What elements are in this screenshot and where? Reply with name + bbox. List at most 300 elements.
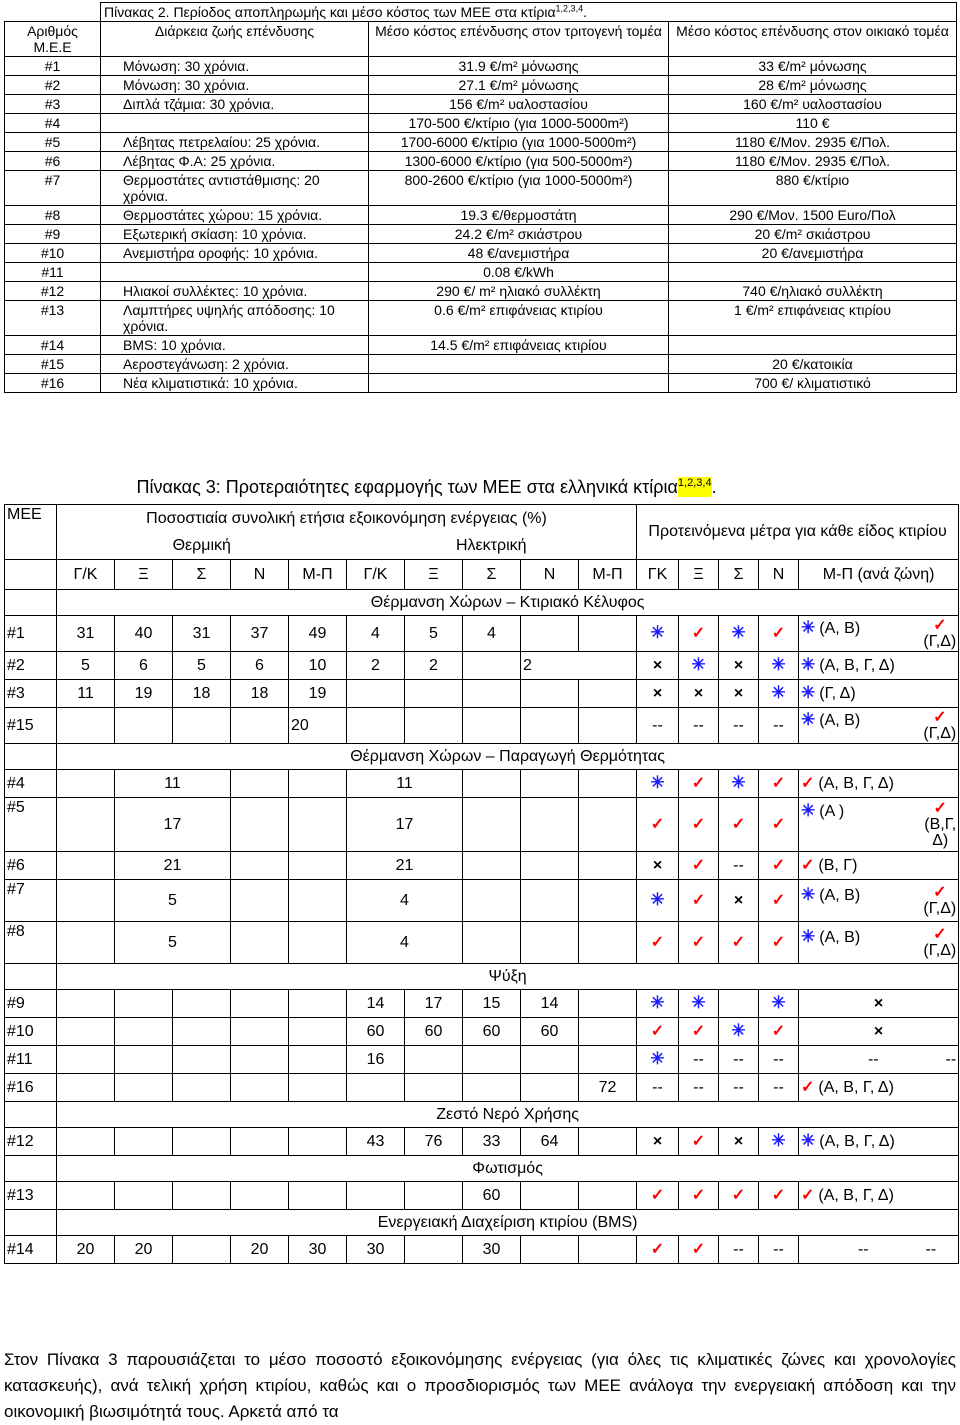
empty-cell [115, 1074, 173, 1102]
asterisk-icon: ✳ [650, 890, 665, 909]
value-cell: 31 [57, 616, 115, 652]
tertiary-cell: 1700-6000 €/κτίριο (για 1000-5000m²) [369, 133, 669, 152]
tertiary-cell: 19.3 €/θερμοστάτη [369, 206, 669, 225]
check-icon: ✓ [650, 1186, 665, 1204]
asterisk-icon: ✳ [771, 655, 786, 674]
symbol-cell [719, 652, 759, 680]
asterisk-icon: ✳ [731, 1021, 746, 1040]
check-icon: ✓ [731, 1186, 746, 1204]
table-2-caption-sup: 1,2,3,4 [555, 3, 584, 14]
home-cell: 33 €/m² μόνωσης [669, 57, 957, 76]
tertiary-cell: 290 €/ m² ηλιακό συλλέκτη [369, 282, 669, 301]
empty-cell [579, 770, 637, 798]
value-cell: 43 [347, 1128, 405, 1156]
check-icon: ✓ [691, 891, 706, 909]
value-cell: 4 [347, 616, 405, 652]
tertiary-cell: 800-2600 €/κτίριο (για 1000-5000m²) [369, 171, 669, 206]
asterisk-icon: ✳ [801, 683, 816, 702]
empty-cell [289, 880, 347, 922]
value-cell: 5 [115, 880, 231, 922]
row-id: #15 [5, 708, 57, 744]
empty-cell [173, 990, 231, 1018]
dash-cell: -- [679, 1074, 719, 1102]
cross-icon: × [652, 684, 663, 702]
empty-cell [463, 1074, 521, 1102]
zone-col-header: Ξ [679, 560, 719, 590]
value-cell: 14 [347, 990, 405, 1018]
empty-cell [57, 1018, 115, 1046]
empty-cell [57, 1128, 115, 1156]
life-cell [101, 114, 369, 133]
empty-cell [115, 708, 173, 744]
tertiary-cell: 156 €/m² υαλοστασίου [369, 95, 669, 114]
life-cell: BMS: 10 χρόνια. [101, 336, 369, 355]
dash-cell [799, 1236, 959, 1264]
symbol-cell [637, 880, 679, 922]
measure-zone-text: (Γ,Δ) [923, 899, 957, 917]
table-row [5, 263, 957, 282]
section-title: Ενεργειακή Διαχείριση κτιρίου (BMS) [57, 1210, 959, 1236]
row-id: #8 [5, 206, 101, 225]
empty-cell [521, 1236, 579, 1264]
dash-cell: -- [719, 852, 759, 880]
table-2-caption-row [5, 3, 957, 22]
table-2-body [5, 57, 957, 393]
symbol-cell [759, 1182, 799, 1210]
table-row [5, 922, 959, 964]
empty-cell [289, 990, 347, 1018]
empty-cell [289, 922, 347, 964]
tertiary-cell: 48 €/ανεμιστήρα [369, 244, 669, 263]
value-cell: 15 [463, 990, 521, 1018]
dash: -- [925, 1240, 937, 1258]
dash-cell: -- [759, 1074, 799, 1102]
symbol-cell [719, 990, 759, 1018]
table-row [5, 652, 959, 680]
table-row [5, 1236, 959, 1264]
table-row [5, 852, 959, 880]
empty-cell [405, 708, 463, 744]
measure-zone-text: (Γ,Δ) [923, 632, 957, 650]
row-id: #2 [5, 652, 57, 680]
empty-cell [173, 708, 231, 744]
cross-icon: × [733, 656, 744, 674]
cross-icon: × [733, 684, 744, 702]
section-title: Ζεστό Νερό Χρήσης [57, 1102, 959, 1128]
electric-header: Ηλεκτρική [347, 533, 637, 560]
row-id: #11 [5, 1046, 57, 1074]
table-2-caption: Πίνακας 2. Περίοδος αποπληρωμής και μέσο κόστος των ΜΕΕ στα κτίρια [104, 4, 556, 20]
check-icon: ✓ [933, 799, 947, 817]
table-row [5, 1156, 959, 1182]
check-icon: ✓ [731, 815, 746, 833]
symbol-cell [679, 1018, 719, 1046]
measure-zone-cell [799, 922, 959, 964]
measure-zone-cell [799, 652, 959, 680]
symbol-cell [719, 798, 759, 852]
header-number: Αριθμός Μ.Ε.Ε [5, 22, 101, 57]
empty-cell [231, 1182, 289, 1210]
row-id: #8 [5, 922, 57, 964]
table-row [5, 708, 959, 744]
row-id: #2 [5, 76, 101, 95]
measure-zone-text: Δ) [932, 831, 949, 849]
table-row [5, 336, 957, 355]
zone-col-header: Ξ [115, 560, 173, 590]
value-cell: 60 [463, 1018, 521, 1046]
check-icon: ✓ [771, 856, 786, 874]
asterisk-icon: ✳ [650, 1049, 665, 1068]
mee-header: ΜΕΕ [5, 505, 57, 560]
zone-col-header: Σ [173, 560, 231, 590]
table-3-caption: Πίνακας 3: Προτεραιότητες εφαρμογής των ΜΕΕ στα ελληνικά κτίρια [136, 477, 678, 497]
check-icon: ✓ [771, 933, 786, 951]
value-cell: 5 [173, 652, 231, 680]
empty-cell [289, 1128, 347, 1156]
symbol-cell [759, 680, 799, 708]
empty-cell [57, 770, 115, 798]
empty-cell [347, 708, 405, 744]
cross-icon: × [652, 656, 663, 674]
life-cell: Νέα κλιματιστικά: 10 χρόνια. [101, 374, 369, 393]
check-icon: ✓ [691, 815, 706, 833]
empty-cell [173, 1236, 231, 1264]
home-cell: 160 €/m² υαλοστασίου [669, 95, 957, 114]
check-icon: ✓ [771, 774, 786, 792]
tertiary-cell: 0.6 €/m² επιφάνειας κτιρίου [369, 301, 669, 336]
empty-cell [463, 852, 521, 880]
empty-cell [521, 922, 579, 964]
table-row [5, 744, 959, 770]
value-cell: 17 [115, 798, 231, 852]
cell [5, 1102, 57, 1128]
row-id: #4 [5, 770, 57, 798]
life-cell: Διπλά τζάμια: 30 χρόνια. [101, 95, 369, 114]
check-icon: ✓ [771, 1186, 786, 1204]
measure-zone-text: (Α, Β, Γ, Δ) [819, 1133, 895, 1150]
symbol-cell [719, 616, 759, 652]
value-cell: 30 [463, 1236, 521, 1264]
value-cell: 64 [521, 1128, 579, 1156]
tertiary-cell: 170-500 €/κτίριο (για 1000-5000m²) [369, 114, 669, 133]
check-icon: ✓ [691, 1132, 706, 1150]
symbol-cell [679, 1182, 719, 1210]
table-row [5, 225, 957, 244]
table-row [5, 798, 959, 852]
empty-cell [579, 1128, 637, 1156]
cell [5, 744, 57, 770]
value-cell: 60 [463, 1182, 521, 1210]
empty-cell [231, 990, 289, 1018]
symbol-cell [679, 680, 719, 708]
home-cell: 1 €/m² επιφάνειας κτιρίου [669, 301, 957, 336]
symbol-cell [799, 1018, 959, 1046]
symbol-cell [719, 922, 759, 964]
check-icon: ✓ [801, 856, 815, 874]
dash-cell: -- [719, 1236, 759, 1264]
life-cell: Λέβητας Φ.Α: 25 χρόνια. [101, 152, 369, 171]
row-id: #13 [5, 1182, 57, 1210]
row-id: #14 [5, 336, 101, 355]
table-3-caption-sup: 1,2,3,4 [677, 477, 712, 489]
empty-cell [579, 680, 637, 708]
life-cell: Λέβητας πετρελαίου: 25 χρόνια. [101, 133, 369, 152]
empty-cell [579, 1046, 637, 1074]
symbol-cell [759, 990, 799, 1018]
table-3: Πίνακας 3: Προτεραιότητες εφαρμογής των ΜΕΕ στα ελληνικά κτίρια$^{1,2,3,4}$. ΜΕΕ Ποσοστιαία συνολική ετήσια εξοικονόμηση ενέργειας (%) Προτεινόμενα μέτρα για κάθε είδος κτιρίου Θερμική Ηλεκτρική Γ/Κ Ξ Σ Ν Μ-Π Γ/Κ Ξ Σ Ν Μ-Π ΓΚ Ξ Σ Ν Μ-Π (ανά ζώνη) Θέρμανση Χώρων – Κτιριακό Κέλυφος #1 31 40 31 37 49 4 5 4 ✳ ✓ ✳ ✓ ✳ (Α, Β) ✓ (Γ,Δ) #2 5 6 5 6 10 2 2 2 × ✳ × ✳ ✳ (Α, Β, Γ, Δ) #3 11 19 18 18 19 × × × ✳ ✳ (Γ, Δ) #15 20 -- -- -- -- ✳ (Α, Β) ✓ (Γ,Δ) Θέρμανση Χώρων – Παραγωγή Θερμότητας #4 11 11 ✳ ✓ ✳ ✓ ✓ (Α, Β, Γ, Δ) #5 17 17 ✓ ✓ ✓ ✓ ✳ (Α ) ✓ (Β,Γ, Δ) #6 21 21 × ✓ -- ✓ ✓ (Β, Γ) #7 5 4 ✳ ✓ × ✓ ✳ (Α, Β) ✓ (Γ,Δ) #8 5 4 ✓ ✓ ✓ ✓ ✳ (Α, Β) ✓ (Γ,Δ) Ψύξη #9 14 17 15 14 ✳ ✳ ✳ × #10 60 60 60 60 ✓ ✓ ✳ ✓ × #11 16 ✳ -- -- -- -- -- #16 72 -- -- -- -- ✓ (Α, Β, Γ, Δ) Ζεστό Νερό Χρήσης #12 43 76 33 64 × ✓ × ✳ ✳ (Α, Β, Γ, Δ) Φωτισμός #13 60 ✓ ✓ ✓ ✓ ✓ (Α, Β, Γ, Δ) Ενεργειακή Διαχείριση κτιρίου (BMS) #14 20 20 20 30 30 30 ✓ ✓ -- -- -- -- [4, 470, 959, 1264]
life-cell: Μόνωση: 30 χρόνια. [101, 57, 369, 76]
empty-cell [289, 770, 347, 798]
row-id: #12 [5, 1128, 57, 1156]
value-cell: 4 [347, 880, 463, 922]
symbol-cell [679, 770, 719, 798]
empty-cell [57, 852, 115, 880]
empty-cell [521, 616, 579, 652]
empty-cell [463, 770, 521, 798]
check-icon: ✓ [691, 774, 706, 792]
table-row [5, 133, 957, 152]
measure-zone-text: (Γ, Δ) [819, 685, 856, 702]
symbol-cell [637, 1018, 679, 1046]
row-id: #10 [5, 244, 101, 263]
cell [5, 964, 57, 990]
symbol-cell [637, 652, 679, 680]
value-cell: 33 [463, 1128, 521, 1156]
empty-cell [289, 852, 347, 880]
value-cell: 6 [115, 652, 173, 680]
empty-cell [231, 708, 289, 744]
symbol-cell [679, 922, 719, 964]
value-cell: 30 [289, 1236, 347, 1264]
value-cell: 31 [173, 616, 231, 652]
symbol-cell [637, 770, 679, 798]
row-id: #5 [5, 798, 57, 852]
check-icon: ✓ [933, 925, 947, 943]
empty-cell [231, 880, 289, 922]
asterisk-icon: ✳ [691, 655, 706, 674]
value-cell: 4 [347, 922, 463, 964]
body-paragraph: Στον Πίνακα 3 παρουσιάζεται το μέσο ποσοστό εξοικονόμησης ενέργειας (για όλες τις κλιματικές ζώνες και χρονολογίες κατασκευής), ανά τελική χρήση κτιρίου, καθώς και ο προσδιορισμός των ΜΕΕ ανάλογα την ενεργειακή απόδοση και την οικονομική βιωσιμότητά τους. Αρκετά από τα [4, 1350, 956, 1421]
symbol-cell [637, 990, 679, 1018]
symbol-cell [637, 1182, 679, 1210]
symbol-cell [637, 616, 679, 652]
symbol-cell [759, 880, 799, 922]
symbol-cell [679, 652, 719, 680]
cross-icon: × [873, 1022, 884, 1040]
asterisk-icon: ✳ [650, 993, 665, 1012]
cross-icon: × [873, 994, 884, 1012]
dash-cell: -- [637, 708, 679, 744]
table-2-header [5, 22, 957, 57]
empty-cell [115, 1182, 173, 1210]
asterisk-icon: ✳ [801, 884, 816, 904]
symbol-cell [759, 652, 799, 680]
measure-zone-cell [799, 708, 959, 744]
zone-col-header: ΓΚ [637, 560, 679, 590]
row-id: #16 [5, 374, 101, 393]
measure-zone-cell [799, 1182, 959, 1210]
measure-zone-text: (Γ,Δ) [923, 941, 957, 959]
empty-cell [463, 680, 521, 708]
empty-cell [57, 990, 115, 1018]
value-cell: 30 [347, 1236, 405, 1264]
value-cell: 18 [231, 680, 289, 708]
asterisk-icon: ✳ [801, 800, 816, 820]
empty-cell [521, 1182, 579, 1210]
row-id: #6 [5, 152, 101, 171]
symbol-cell [637, 1046, 679, 1074]
row-id: #7 [5, 880, 57, 922]
savings-header: Ποσοστιαία συνολική ετήσια εξοικονόμηση ενέργειας (%) [57, 505, 637, 534]
cross-icon: × [733, 891, 744, 909]
symbol-cell [759, 616, 799, 652]
home-cell: 880 €/κτίριο [669, 171, 957, 206]
empty-cell [115, 1046, 173, 1074]
zone-col-header: Γ/Κ [57, 560, 115, 590]
symbol-cell [637, 798, 679, 852]
cross-icon: × [693, 684, 704, 702]
dash-cell [799, 1046, 959, 1074]
value-cell: 49 [289, 616, 347, 652]
measure-zone-text: (Α, Β, Γ, Δ) [818, 1186, 894, 1204]
value-cell: 60 [405, 1018, 463, 1046]
check-icon: ✓ [801, 1078, 815, 1096]
section-title: Φωτισμός [57, 1156, 959, 1182]
table-row [5, 374, 957, 393]
empty-cell [173, 1182, 231, 1210]
table-row [5, 57, 957, 76]
empty-cell [347, 680, 405, 708]
check-icon: ✓ [801, 1186, 815, 1204]
value-cell: 20 [115, 1236, 173, 1264]
value-cell: 2 [521, 652, 637, 680]
row-id: #4 [5, 114, 101, 133]
empty-cell [231, 1128, 289, 1156]
dash: -- [945, 1050, 957, 1068]
table-row [5, 1046, 959, 1074]
row-id: #16 [5, 1074, 57, 1102]
measure-zone-cell [799, 770, 959, 798]
symbol-cell [637, 1236, 679, 1264]
row-id: #1 [5, 57, 101, 76]
empty-cell [115, 990, 173, 1018]
empty-cell [289, 1182, 347, 1210]
empty-cell [57, 1046, 115, 1074]
check-icon: ✓ [691, 933, 706, 951]
table-row [5, 590, 959, 616]
measure-zone-cell [799, 798, 959, 852]
empty-cell [521, 852, 579, 880]
symbol-cell [759, 1128, 799, 1156]
measure-zone-cell [799, 852, 959, 880]
home-cell: 1180 €/Μον. 2935 €/Πολ. [669, 152, 957, 171]
value-cell: 19 [289, 680, 347, 708]
table-row [5, 206, 957, 225]
symbol-cell [759, 1018, 799, 1046]
table-row [5, 616, 959, 652]
section-title: Θέρμανση Χώρων – Κτιριακό Κέλυφος [57, 590, 959, 616]
asterisk-icon: ✳ [801, 617, 816, 637]
symbol-cell [719, 880, 759, 922]
life-cell: Ανεμιστήρα οροφής: 10 χρόνια. [101, 244, 369, 263]
zone-col-header: Μ-Π [579, 560, 637, 590]
header-home: Μέσο κόστος επένδυσης στον οικιακό τομέα [669, 22, 957, 57]
zone-col-header: Ν [521, 560, 579, 590]
empty-cell [463, 1046, 521, 1074]
check-icon: ✓ [650, 815, 665, 833]
empty-cell [231, 922, 289, 964]
empty-cell [521, 880, 579, 922]
cross-icon: × [652, 856, 663, 874]
symbol-cell [637, 680, 679, 708]
check-icon: ✓ [650, 1240, 665, 1258]
value-cell: 2 [347, 652, 405, 680]
measure-zone-text: (Α, Β) [819, 711, 861, 729]
table-row [5, 95, 957, 114]
measure-zone-text: (Γ,Δ) [923, 724, 957, 742]
check-icon: ✓ [801, 774, 815, 792]
home-cell: 1180 €/Μον. 2935 €/Πολ. [669, 133, 957, 152]
row-id: #3 [5, 95, 101, 114]
empty-cell [115, 1128, 173, 1156]
cell [5, 590, 57, 616]
measure-zone-cell [799, 1128, 959, 1156]
table-row [5, 1102, 959, 1128]
dash: -- [857, 1240, 869, 1258]
row-id: #11 [5, 263, 101, 282]
tertiary-cell [369, 374, 669, 393]
zone-col-header: Σ [463, 560, 521, 590]
empty-cell [57, 922, 115, 964]
check-icon: ✓ [691, 1186, 706, 1204]
empty-cell [405, 680, 463, 708]
value-cell: 21 [115, 852, 231, 880]
zone-header-row [5, 560, 959, 590]
symbol-cell [759, 922, 799, 964]
tertiary-cell: 0.08 €/kWh [369, 263, 669, 282]
dash-cell: -- [679, 1046, 719, 1074]
empty-cell [289, 798, 347, 852]
empty-cell [579, 880, 637, 922]
dash-cell: -- [759, 1236, 799, 1264]
check-icon: ✓ [691, 1022, 706, 1040]
table-2 [4, 2, 957, 393]
table-row [5, 770, 959, 798]
cell [5, 1210, 57, 1236]
table-row [5, 1074, 959, 1102]
tertiary-cell: 27.1 €/m² μόνωσης [369, 76, 669, 95]
value-cell: 72 [579, 1074, 637, 1102]
symbol-cell [637, 1128, 679, 1156]
symbol-cell [799, 990, 959, 1018]
empty-cell [579, 616, 637, 652]
empty-cell [405, 1236, 463, 1264]
check-icon: ✓ [650, 933, 665, 951]
symbol-cell [679, 1128, 719, 1156]
life-cell: Αεροστεγάνωση: 2 χρόνια. [101, 355, 369, 374]
asterisk-icon: ✳ [731, 623, 746, 642]
value-cell: 19 [115, 680, 173, 708]
empty-cell [347, 1074, 405, 1102]
table-row [5, 1018, 959, 1046]
empty-cell [521, 1046, 579, 1074]
row-id: #9 [5, 225, 101, 244]
measure-zone-text: (Α, Β, Γ, Δ) [818, 774, 894, 792]
empty-cell [173, 1046, 231, 1074]
value-cell: 11 [347, 770, 463, 798]
empty-cell [405, 1074, 463, 1102]
empty-cell [231, 770, 289, 798]
